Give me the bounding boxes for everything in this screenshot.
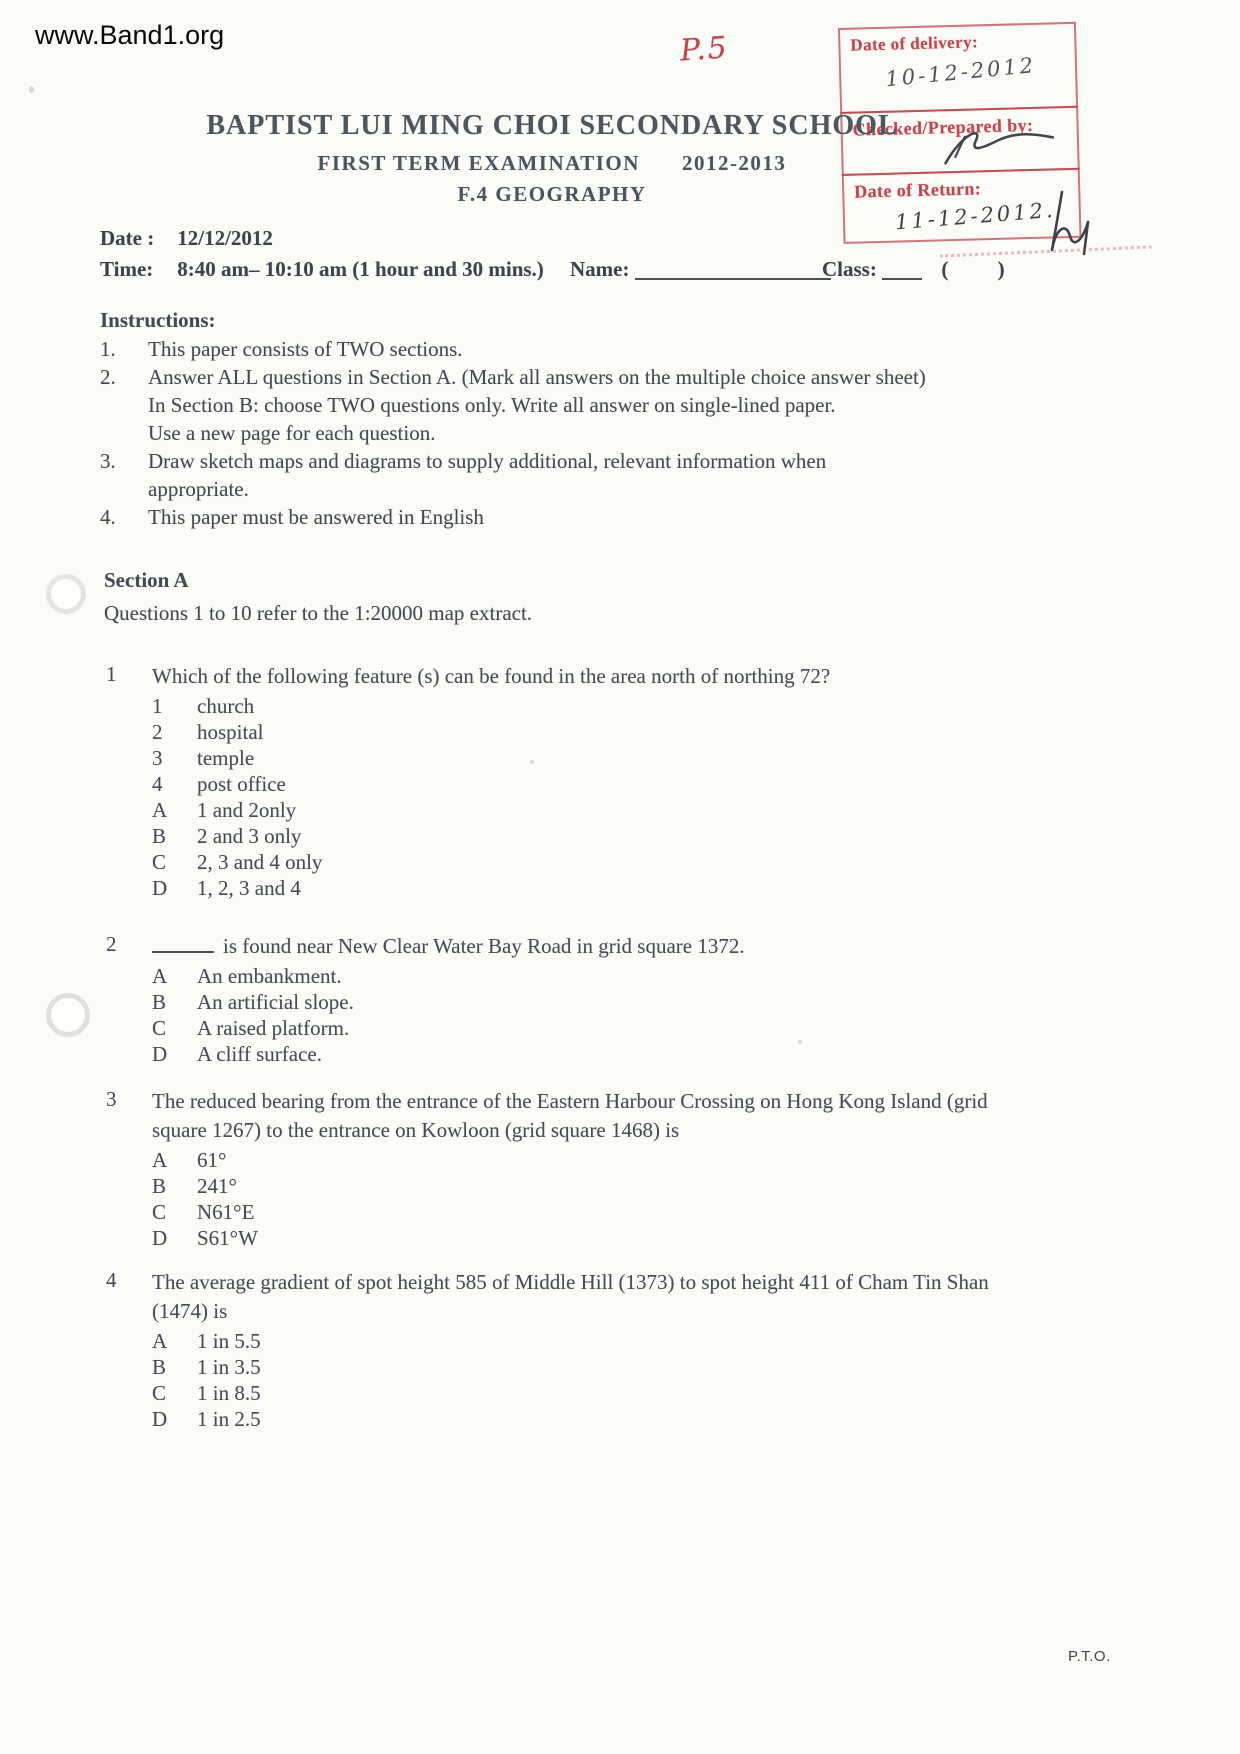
option-text: 1 in 2.5 xyxy=(197,1407,261,1431)
option-text: A cliff surface. xyxy=(197,1042,322,1066)
instruction-text: Answer ALL questions in Section A. (Mark all answers on the multiple choice answer sheet) In Section B: choose TWO questions only. Write all answer on single-lined paper. Use a new page for each question. xyxy=(148,365,926,445)
handwritten-page-number: P.5 xyxy=(678,30,730,69)
date-value: 12/12/2012 xyxy=(177,226,273,250)
stamp-return-date-handwriting: 11-12-2012. xyxy=(894,197,1057,235)
exam-title: FIRST TERM EXAMINATION xyxy=(317,151,640,175)
instruction-item xyxy=(100,335,1110,363)
site-watermark: www.Band1.org xyxy=(35,20,225,50)
answer-option xyxy=(152,849,1130,875)
instruction-text: This paper must be answered in English xyxy=(148,505,484,529)
question-subitem xyxy=(152,745,1130,771)
answer-option xyxy=(152,875,1130,901)
instructions xyxy=(100,306,1110,531)
question-4 xyxy=(106,1268,1130,1432)
class-paren-close: ) xyxy=(997,257,1005,281)
hole-punch xyxy=(46,993,90,1037)
page-turn-over-label: P.T.O. xyxy=(1068,1648,1111,1665)
class-paren-open: ( xyxy=(941,257,949,281)
instructions-title: Instructions: xyxy=(100,308,216,332)
answer-option xyxy=(152,989,1130,1015)
answer-option xyxy=(152,1354,1130,1380)
option-text: 61° xyxy=(197,1148,227,1172)
instruction-number: 1. xyxy=(100,337,116,361)
option-label: A xyxy=(152,1148,168,1172)
name-field xyxy=(570,257,831,282)
stamp-checked-label: Checked/Prepared by: xyxy=(852,114,1034,140)
option-text: 1 and 2only xyxy=(197,798,297,822)
answer-option xyxy=(152,1041,1130,1067)
question-number: 4 xyxy=(106,1268,117,1292)
time-row xyxy=(100,257,1180,288)
subitem-label: 2 xyxy=(152,720,163,744)
option-text: 2 and 3 only xyxy=(197,824,302,848)
option-label: B xyxy=(152,1355,167,1379)
question-text: The reduced bearing from the entrance of the Eastern Harbour Crossing on Hong Kong Island (grid square 1267) to the entrance on Kowloon (grid square 1468) is xyxy=(152,1089,988,1142)
subitem-text: temple xyxy=(197,746,255,770)
answer-option xyxy=(152,1147,1130,1173)
question-subitem xyxy=(152,719,1130,745)
question-number: 3 xyxy=(106,1087,117,1111)
exam-title-line xyxy=(0,151,1104,176)
name-label: Name: xyxy=(570,257,630,281)
exam-subject: F.4 GEOGRAPHY xyxy=(457,182,647,206)
answer-blank-line xyxy=(152,937,214,953)
question-text: is found near New Clear Water Bay Road in grid square 1372. xyxy=(152,932,1130,961)
option-label: D xyxy=(152,1042,168,1066)
option-text: 1 in 5.5 xyxy=(197,1329,261,1353)
instruction-item xyxy=(100,363,1110,447)
name-blank-line xyxy=(635,258,831,280)
instruction-number: 4. xyxy=(100,505,116,529)
instruction-text: This paper consists of TWO sections. xyxy=(148,337,463,361)
option-text: 1, 2, 3 and 4 xyxy=(197,876,301,900)
option-text: 1 in 8.5 xyxy=(197,1381,261,1405)
class-label: Class: xyxy=(822,257,877,281)
option-label: A xyxy=(152,1329,168,1353)
instruction-text: Draw sketch maps and diagrams to supply additional, relevant information when appropriate. xyxy=(148,449,827,501)
answer-option xyxy=(152,1328,1130,1354)
option-text: S61°W xyxy=(197,1226,258,1250)
answer-option xyxy=(152,1225,1130,1251)
instruction-item xyxy=(100,447,1110,503)
option-label: B xyxy=(152,824,167,848)
subitem-label: 1 xyxy=(152,694,163,718)
exam-meta xyxy=(100,226,1180,288)
school-name: BAPTIST LUI MING CHOI SECONDARY SCHOOL xyxy=(206,110,898,141)
option-label: B xyxy=(152,990,167,1014)
option-text: 1 in 3.5 xyxy=(197,1355,261,1379)
subitem-text: hospital xyxy=(197,720,264,744)
stamp-delivery-box xyxy=(838,22,1078,114)
answer-option xyxy=(152,1173,1130,1199)
instruction-number: 2. xyxy=(100,365,116,389)
section-a-intro: Questions 1 to 10 refer to the 1:20000 map extract. xyxy=(104,601,533,625)
subitem-text: church xyxy=(197,694,255,718)
question-text: Which of the following feature (s) can be found in the area north of northing 72? xyxy=(152,664,831,688)
answer-option xyxy=(152,1406,1130,1432)
scan-speck xyxy=(29,86,34,93)
scan-speck xyxy=(530,760,534,764)
stamp-delivery-date-handwriting: 10-12-2012 xyxy=(884,52,1038,92)
answer-option xyxy=(152,963,1130,989)
option-text: An artificial slope. xyxy=(197,990,354,1014)
option-label: B xyxy=(152,1174,167,1198)
subitem-label: 4 xyxy=(152,772,163,796)
question-number: 1 xyxy=(106,662,117,686)
time-label: Time: xyxy=(100,257,154,281)
time-value: 8:40 am– 10:10 am (1 hour and 30 mins.) xyxy=(177,257,544,281)
answer-option xyxy=(152,797,1130,823)
option-text: 2, 3 and 4 only xyxy=(197,850,323,874)
question-3 xyxy=(106,1087,1130,1251)
date-row xyxy=(100,226,1180,257)
answer-option xyxy=(152,1199,1130,1225)
exam-year: 2012-2013 xyxy=(681,151,787,175)
section-a-heading xyxy=(104,566,532,627)
question-1 xyxy=(106,662,1130,901)
subitem-text: post office xyxy=(197,772,286,796)
question-2 xyxy=(106,932,1130,1067)
option-label: D xyxy=(152,1226,168,1250)
option-label: D xyxy=(152,1407,168,1431)
instruction-item xyxy=(100,503,1110,531)
class-field xyxy=(822,257,1005,282)
answer-option xyxy=(152,1015,1130,1041)
option-text: 241° xyxy=(197,1174,237,1198)
option-label: A xyxy=(152,964,168,988)
option-label: C xyxy=(152,1016,167,1040)
question-subitem xyxy=(152,771,1130,797)
section-a-title: Section A xyxy=(104,568,189,592)
instruction-number: 3. xyxy=(100,449,116,473)
option-text: A raised platform. xyxy=(197,1016,350,1040)
option-label: A xyxy=(152,798,168,822)
question-subitem xyxy=(152,693,1130,719)
question-list xyxy=(106,662,1130,1432)
option-text: An embankment. xyxy=(197,964,342,988)
subitem-label: 3 xyxy=(152,746,163,770)
class-blank-line xyxy=(882,258,922,280)
option-label: C xyxy=(152,1381,167,1405)
question-number: 2 xyxy=(106,932,117,956)
option-label: D xyxy=(152,876,168,900)
answer-option xyxy=(152,823,1130,849)
stamp-return-label: Date of Return: xyxy=(853,178,982,202)
answer-option xyxy=(152,1380,1130,1406)
hole-punch xyxy=(46,574,86,614)
exam-header xyxy=(0,110,1104,207)
option-text: N61°E xyxy=(197,1200,255,1224)
question-text: The average gradient of spot height 585 of Middle Hill (1373) to spot height 411 of Cham Tin Shan (1474) is xyxy=(152,1270,989,1323)
scan-speck xyxy=(798,1040,802,1044)
date-label: Date : xyxy=(100,226,155,250)
option-label: C xyxy=(152,850,167,874)
option-label: C xyxy=(152,1200,167,1224)
stamp-delivery-label: Date of delivery: xyxy=(850,32,979,55)
